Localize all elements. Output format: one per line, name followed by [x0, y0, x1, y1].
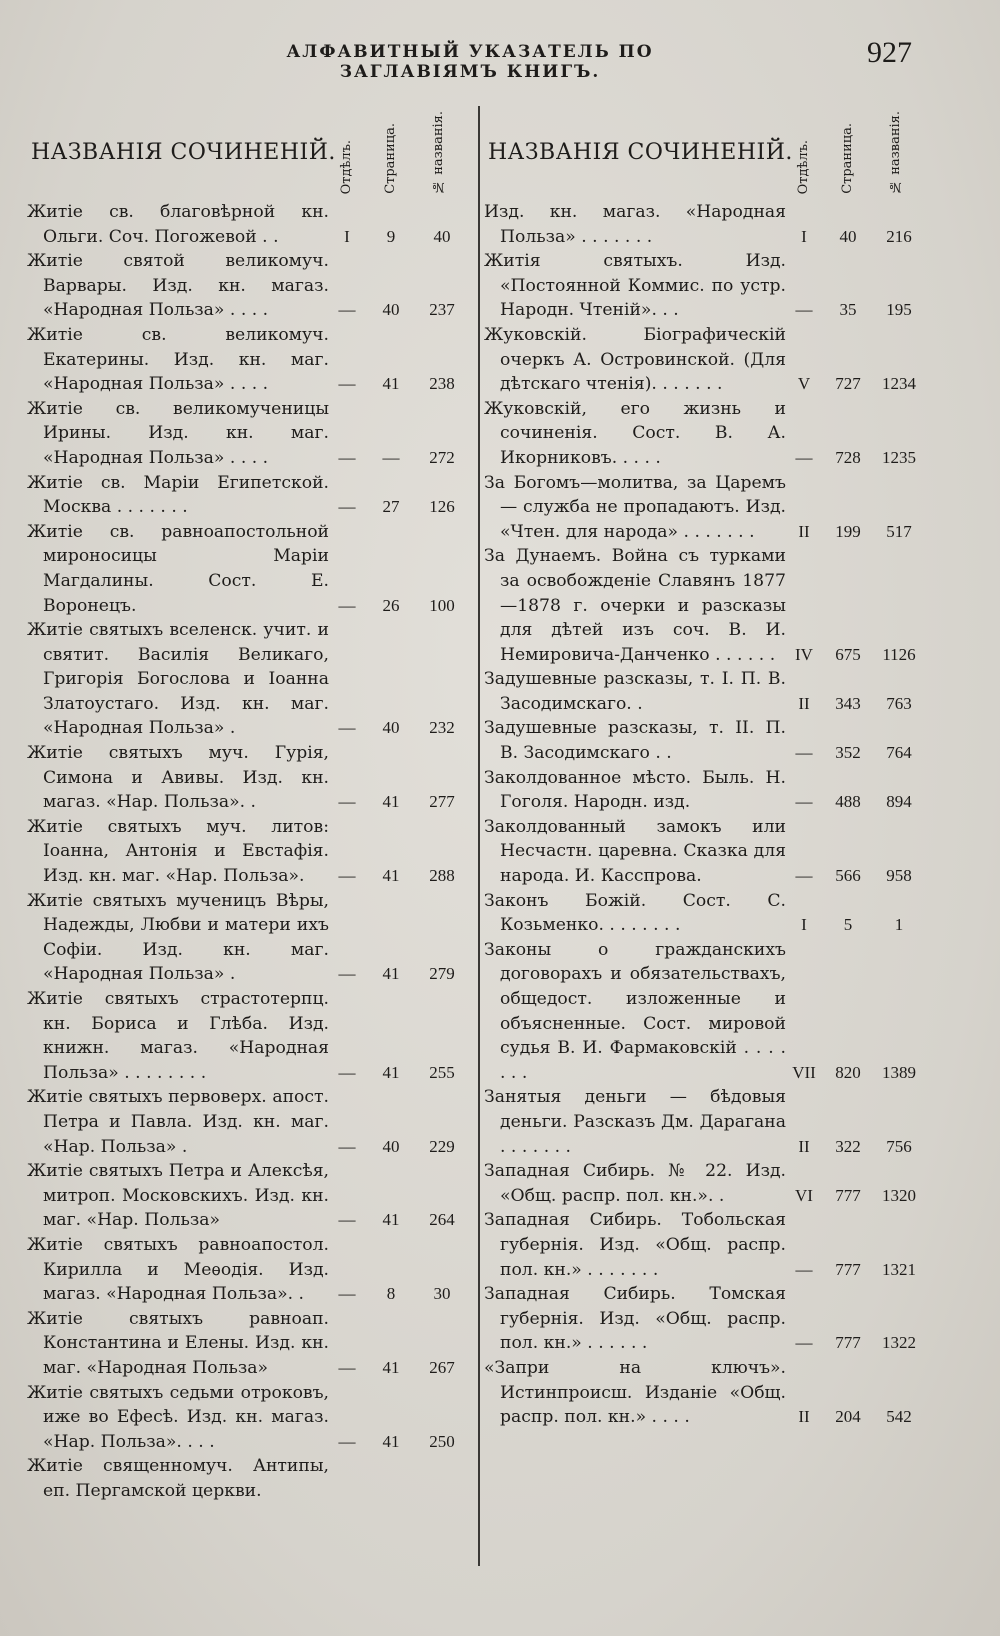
page-heading: Страница.: [383, 123, 398, 194]
entry-page: 343: [835, 693, 861, 713]
entry-section: —: [338, 718, 356, 738]
left-column: [27, 108, 467, 1503]
index-entry: [27, 397, 467, 471]
entry-section: —: [795, 447, 813, 467]
entry-section: —: [795, 1259, 813, 1279]
entry-section: —: [795, 792, 813, 812]
index-entry: [484, 667, 924, 716]
entry-page: 40: [382, 718, 400, 738]
entry-page: 40: [382, 300, 400, 320]
entry-page: 199: [835, 521, 861, 541]
entry-number: 267: [429, 1357, 455, 1377]
page-heading: Страница.: [840, 123, 855, 194]
entry-number: 126: [429, 497, 455, 517]
entry-number: 100: [429, 595, 455, 615]
entry-page: 41: [382, 1210, 400, 1230]
index-entry: [484, 323, 924, 397]
entry-section: —: [795, 743, 813, 763]
left-entry-list: [27, 200, 467, 1503]
index-entry: [484, 766, 924, 815]
entry-section: —: [338, 595, 356, 615]
index-entry: [27, 1307, 467, 1381]
entry-title: Житіе святыхъ муч. литов: Іоанна, Антонія и Евстафія. Изд. кн. маг. «Нар. Польза».: [27, 816, 329, 887]
entry-page: 727: [835, 374, 861, 394]
entry-page: 41: [382, 1062, 400, 1082]
left-column-header: [27, 108, 467, 200]
entry-title: Задушевные разсказы, т. I. П. В. Засодимскаго. .: [484, 669, 786, 714]
entry-section: —: [338, 447, 356, 467]
entry-title: Житіе св. Маріи Египетской. Москва . . . . . . .: [27, 472, 329, 518]
entry-number: 238: [429, 374, 455, 394]
entry-section: II: [798, 1407, 810, 1427]
entry-title: Западная Сибирь. Тобольская губернія. Изд. «Общ. распр. пол. кн.» . . . . . . .: [484, 1210, 786, 1280]
right-entry-list: [484, 200, 924, 1430]
entry-page: 566: [835, 866, 861, 886]
running-head: АЛФАВИТНЫЙ УКАЗАТЕЛЬ ПО ЗАГЛАВІЯМЪ КНИГЪ.: [286, 42, 654, 82]
entry-number: 1322: [882, 1333, 916, 1353]
entry-section: II: [798, 693, 810, 713]
entry-section: —: [338, 1136, 356, 1156]
entry-title: Житія святыхъ. Изд. «Постоянной Коммис. по устр. Народн. Чтеній». . .: [484, 251, 786, 321]
entry-section: —: [338, 1357, 356, 1377]
index-entry: [484, 397, 924, 471]
entry-page: 41: [382, 866, 400, 886]
entry-title: Заколдованное мѣсто. Быль. Н. Гоголя. Народн. изд.: [484, 767, 786, 813]
index-entry: [27, 1233, 467, 1307]
entry-title: Житіе святой великомуч. Варвары. Изд. кн. магаз. «Народная Польза» . . . .: [27, 251, 329, 321]
entry-number: 756: [886, 1136, 912, 1156]
index-entry: [484, 716, 924, 765]
entry-title: Занятыя деньги — бѣдовыя деньги. Разсказъ Дм. Дарагана . . . . . . .: [484, 1087, 786, 1157]
entry-title: Законы о гражданскихъ договорахъ и обязательствахъ, общедост. изложенные и объясненные. Сост. мировой судья В. И. Фармаковскій . . . . . . .: [484, 939, 786, 1083]
entry-title: Жуковскій. Біографическій очеркъ А. Островинской. (Для дѣтскаго чтенія). . . . . . .: [484, 324, 786, 395]
entry-title: Житіе священномуч. Антипы, еп. Пергамской церкви.: [27, 1456, 329, 1501]
entry-page: 26: [382, 595, 400, 615]
entry-number: 958: [886, 866, 912, 886]
entry-section: —: [338, 792, 356, 812]
entry-page: 41: [382, 792, 400, 812]
entry-title: Задушевные разсказы, т. II. П. В. Засодимскаго . .: [484, 718, 786, 764]
entry-page: 820: [835, 1062, 861, 1082]
entry-section: VI: [795, 1185, 813, 1205]
entry-page: 777: [835, 1333, 861, 1353]
index-entry: [484, 200, 924, 249]
section-heading: Отдѣлъ.: [339, 139, 354, 194]
entry-number: 279: [429, 964, 455, 984]
entry-section: —: [795, 300, 813, 320]
entry-page: 27: [382, 497, 400, 517]
entry-section: —: [338, 300, 356, 320]
entry-number: 264: [429, 1210, 455, 1230]
index-entry: [484, 1159, 924, 1208]
entry-title: Житіе св. великомуч. Екатерины. Изд. кн. маг. «Народная Польза» . . . .: [27, 324, 329, 395]
index-entry: [27, 741, 467, 815]
entry-title: Жуковскій, его жизнь и сочиненія. Сост. В. А. Икорниковъ. . . . .: [484, 398, 786, 468]
entry-page: 322: [835, 1136, 861, 1156]
entry-title: За Богомъ—молитва, за Царемъ — служба не пропадаютъ. Изд. «Чтен. для народа» . . . . . . .: [484, 472, 786, 542]
entry-number: 272: [429, 447, 455, 467]
entry-number: 1: [894, 915, 904, 935]
index-entry: [27, 200, 467, 249]
entry-number: 764: [886, 743, 912, 763]
entry-section: I: [801, 915, 807, 935]
entry-page: 35: [839, 300, 857, 320]
entry-section: —: [795, 1333, 813, 1353]
entry-title: За Дунаемъ. Война съ турками за освобожденіе Славянъ 1877—1878 г. очерки и разсказы для дѣтей изъ соч. В. И. Немировича-Данченко . . . . . .: [484, 546, 786, 665]
entry-section: —: [795, 866, 813, 886]
entry-section: VII: [792, 1062, 816, 1082]
index-entry: [27, 1381, 467, 1455]
entry-title: Житіе св. равноапостольной мироносицы Маріи Магдалины. Сост. Е. Воронецъ.: [27, 521, 329, 616]
entry-number: 216: [886, 226, 912, 246]
entry-page: 728: [835, 447, 861, 467]
entry-number: 1321: [882, 1259, 916, 1279]
entry-page: 675: [835, 644, 861, 664]
entry-section: I: [344, 226, 350, 246]
entry-page: 204: [835, 1407, 861, 1427]
entry-section: —: [338, 1062, 356, 1082]
index-entry: [27, 471, 467, 520]
index-entry: [27, 1454, 467, 1503]
index-entry: [484, 471, 924, 545]
entry-page: 40: [839, 226, 857, 246]
entry-page: 5: [843, 915, 853, 935]
entry-page: 41: [382, 964, 400, 984]
entry-number: 1235: [882, 447, 916, 467]
entry-number: 40: [433, 226, 451, 246]
entry-title: Изд. кн. магаз. «Народная Польза» . . . . . . .: [484, 202, 786, 247]
entry-page: 41: [382, 374, 400, 394]
index-entry: [27, 1159, 467, 1233]
index-entry: [484, 249, 924, 323]
index-entry: [27, 618, 467, 741]
entry-number: 1320: [882, 1185, 916, 1205]
entry-section: I: [801, 226, 807, 246]
entry-section: —: [338, 1431, 356, 1451]
entry-page: 41: [382, 1357, 400, 1377]
entry-page: —: [382, 447, 400, 467]
entry-number: 250: [429, 1431, 455, 1451]
entry-section: IV: [795, 644, 813, 664]
index-entry: [27, 520, 467, 618]
entry-title: Законъ Божій. Сост. С. Козьменко. . . . . . . .: [484, 890, 786, 936]
entry-title: Житіе святыхъ первоверх. апост. Петра и Павла. Изд. кн. маг. «Нар. Польза» .: [27, 1087, 329, 1157]
entry-page: 777: [835, 1259, 861, 1279]
index-entry: [27, 249, 467, 323]
titles-heading: НАЗВАНІЯ СОЧИНЕНІЙ.: [31, 140, 336, 165]
index-entry: [27, 889, 467, 987]
index-entry: [484, 1208, 924, 1282]
entry-section: II: [798, 521, 810, 541]
index-entry: [484, 815, 924, 889]
entry-section: —: [338, 1284, 356, 1304]
entry-number: 229: [429, 1136, 455, 1156]
entry-title: Западная Сибирь. № 22. Изд. «Общ. распр. пол. кн.». .: [484, 1161, 786, 1206]
right-column: [484, 108, 924, 1430]
entry-number: 517: [886, 521, 912, 541]
entry-section: —: [338, 1210, 356, 1230]
number-heading: № названія.: [431, 111, 446, 194]
index-entry: [27, 987, 467, 1085]
entry-number: 237: [429, 300, 455, 320]
entry-title: Житіе святыхъ равноап. Константина и Елены. Изд. кн. маг. «Народная Польза»: [27, 1308, 329, 1378]
entry-title: Западная Сибирь. Томская губернія. Изд. «Общ. распр. пол. кн.» . . . . . .: [484, 1284, 786, 1354]
entry-number: 195: [886, 300, 912, 320]
entry-section: —: [338, 374, 356, 394]
entry-title: Заколдованный замокъ или Несчастн. царевна. Сказка для народа. И. Касспрова.: [484, 816, 786, 887]
index-entry: [484, 1356, 924, 1430]
entry-title: Житіе св. благовѣрной кн. Ольги. Соч. Погожевой . .: [27, 202, 329, 247]
entry-title: Житіе святыхъ вселенск. учит. и святит. Василія Великаго, Григорія Богослова и Іоанна Златоустаго. Изд. кн. маг. «Народная Польза» .: [27, 620, 329, 739]
entry-title: Житіе святыхъ мученицъ Вѣры, Надежды, Любви и матери ихъ Софіи. Изд. кн. маг. «Народная Польза» .: [27, 890, 329, 985]
entry-title: Житіе святыхъ седьми отроковъ, иже во Ефесѣ. Изд. кн. магаз. «Нар. Польза». . . .: [27, 1382, 329, 1452]
titles-heading: НАЗВАНІЯ СОЧИНЕНІЙ.: [488, 140, 793, 165]
entry-number: 894: [886, 792, 912, 812]
entry-page: 488: [835, 792, 861, 812]
section-heading: Отдѣлъ.: [796, 139, 811, 194]
entry-number: 763: [886, 693, 912, 713]
entry-number: 232: [429, 718, 455, 738]
entry-page: 8: [386, 1284, 396, 1304]
entry-page: 352: [835, 743, 861, 763]
index-entry: [484, 1282, 924, 1356]
entry-number: 542: [886, 1407, 912, 1427]
entry-section: —: [338, 497, 356, 517]
entry-number: 1234: [882, 374, 916, 394]
index-entry: [484, 544, 924, 667]
entry-title: Житіе св. великомученицы Ирины. Изд. кн. маг. «Народная Польза» . . . .: [27, 398, 329, 468]
index-entry: [27, 815, 467, 889]
entry-number: 288: [429, 866, 455, 886]
index-entry: [27, 1085, 467, 1159]
entry-section: V: [797, 374, 811, 394]
number-heading: № названія.: [888, 111, 903, 194]
entry-number: 277: [429, 792, 455, 812]
index-entry: [484, 1085, 924, 1159]
entry-title: Житіе святыхъ равноапостол. Кирилла и Меѳодія. Изд. магаз. «Народная Польза». .: [27, 1234, 329, 1305]
entry-title: Житіе святыхъ муч. Гурія, Симона и Авивы. Изд. кн. магаз. «Нар. Польза». .: [27, 743, 329, 813]
entry-title: Житіе святыхъ Петра и Алексѣя, митроп. Московскихъ. Изд. кн. маг. «Нар. Польза»: [27, 1161, 329, 1231]
entry-title: Житіе святыхъ страстотерпц. кн. Бориса и Глѣба. Изд. книжн. магаз. «Народная Польза» . . . . . . . .: [27, 989, 329, 1083]
entry-page: 40: [382, 1136, 400, 1156]
page-number: 927: [867, 36, 912, 69]
entry-section: II: [798, 1136, 810, 1156]
entry-page: 777: [835, 1185, 861, 1205]
entry-section: —: [338, 866, 356, 886]
index-entry: [484, 938, 924, 1086]
entry-page: 41: [382, 1431, 400, 1451]
entry-number: 255: [429, 1062, 455, 1082]
index-entry: [484, 889, 924, 938]
entry-number: 1389: [882, 1062, 916, 1082]
entry-page: 9: [386, 226, 396, 246]
right-column-header: [484, 108, 924, 200]
index-entry: [27, 323, 467, 397]
column-divider: [478, 106, 480, 1566]
entry-number: 30: [433, 1284, 451, 1304]
entry-title: «Запри на ключъ». Истинпроисш. Изданіе «Общ. распр. пол. кн.» . . . .: [484, 1357, 786, 1428]
entry-section: —: [338, 964, 356, 984]
entry-number: 1126: [882, 644, 916, 664]
